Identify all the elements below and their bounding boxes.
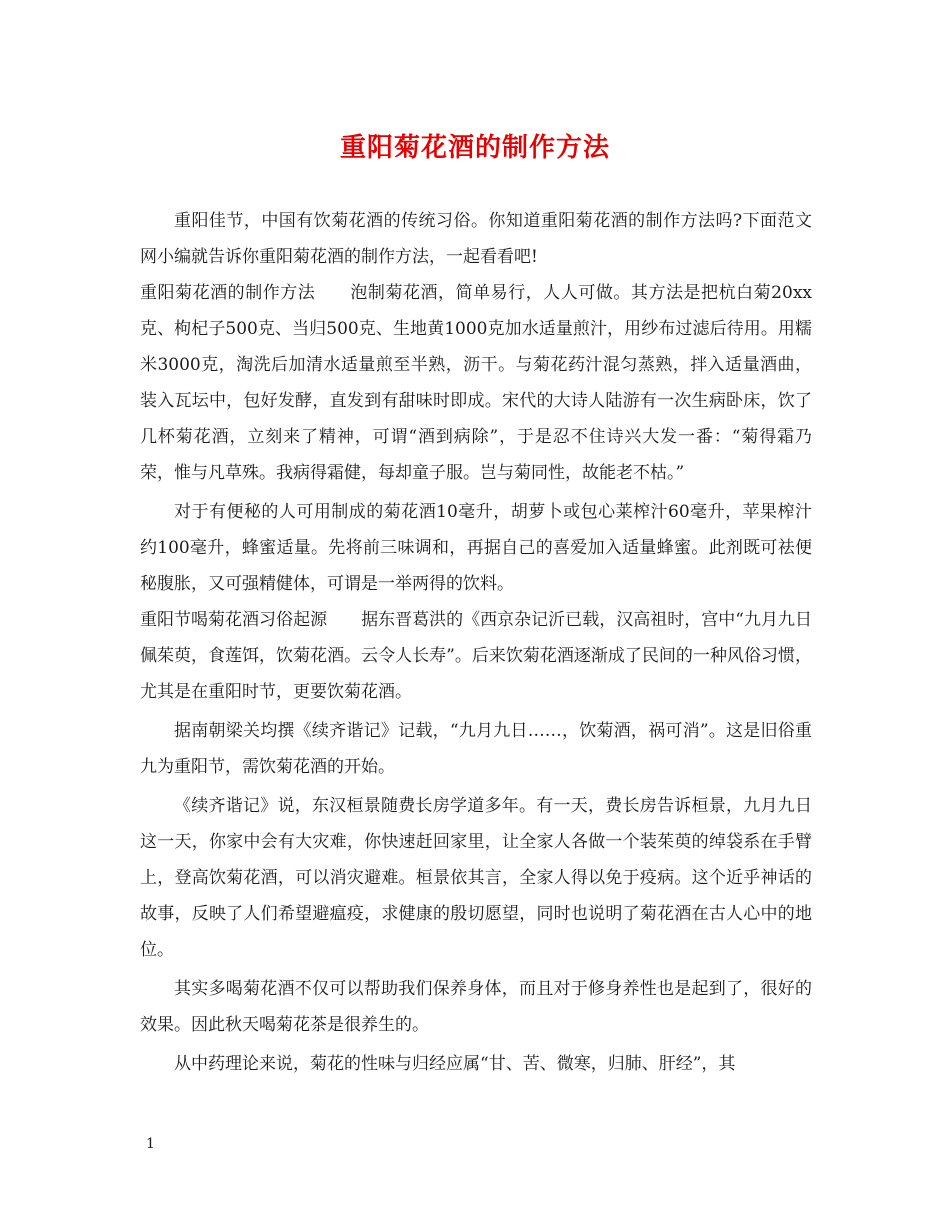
document-title: 重阳菊花酒的制作方法 (339, 133, 610, 163)
paragraph-origin: 重阳节喝菊花酒习俗起源 据东晋葛洪的《西京杂记沂已载，汉高祖时，宫中“九月九日佩茱萸，食莲饵，饮菊花酒。云令人长寿”。后来饮菊花酒逐渐成了民间的一种风俗习惯，尤其是在重阳时节，更要饮菊花酒。 (140, 610, 812, 702)
paragraph-xuqixieji-record: 据南朝梁关均撰《续齐谐记》记载，“九月九日……，饮菊酒，祸可消”。这是旧俗重九为重阳节，需饮菊花酒的开始。 (140, 721, 812, 777)
paragraph-tcm-theory: 从中药理论来说，菊花的性味与归经应属“甘、苦、微寒，归肺、肝经”，其 (174, 1054, 736, 1074)
paragraph-huanjing-story: 《续齐谐记》说，东汉桓景随费长房学道多年。有一天，费长房告诉桓景，九月九日这一天，你家中会有大灾难，你快速赶回家里，让全家人各做一个装茱萸的绰袋系在手臂上，登高饮菊花酒，可以消灾避难。桓景依其言，全家人得以免于疫病。这个近乎神话的故事，反映了人们希望避瘟疫，求健康的殷切愿望，同时也说明了菊花酒在古人心中的地位。 (140, 796, 812, 960)
paragraph-health: 其实多喝菊花酒不仅可以帮助我们保养身体，而且对于修身养性也是起到了，很好的效果。因此秋天喝菊花茶是很养生的。 (140, 979, 812, 1035)
paragraph-method: 重阳菊花酒的制作方法 泡制菊花酒，简单易行，人人可做。其方法是把杭白菊20xx克、枸杞子500克、当归500克、生地黄1000克加水适量煎汁，用纱布过滤后待用。用糯米3000克，淘洗后加清水适量煎至半熟，沥干。与菊花药汁混匀蒸熟，拌入适量酒曲，装入瓦坛中，包好发酵，直发到有甜味时即成。宋代的大诗人陆游有一次生病卧床，饮了几杯菊花酒，立刻来了精神，可谓“酒到病除”，于是忍不住诗兴大发一番：“菊得霜乃荣，惟与凡草殊。我病得霜健，每却童子服。岂与菊同性，故能老不枯。” (140, 283, 812, 483)
page-number: 1 (146, 1136, 155, 1152)
paragraph-constipation: 对于有便秘的人可用制成的菊花酒10毫升，胡萝卜或包心莱榨汁60毫升，苹果榨汁约100毫升，蜂蜜适量。先将前三味调和，再据自己的喜爱加入适量蜂蜜。此剂既可祛便秘腹胀，又可强精健体，可谓是一举两得的饮料。 (140, 502, 812, 594)
paragraph-intro: 重阳佳节，中国有饮菊花酒的传统习俗。你知道重阳菊花酒的制作方法吗?下面范文网小编就告诉你重阳菊花酒的制作方法，一起看看吧! (140, 211, 812, 267)
document-body (140, 203, 812, 1082)
